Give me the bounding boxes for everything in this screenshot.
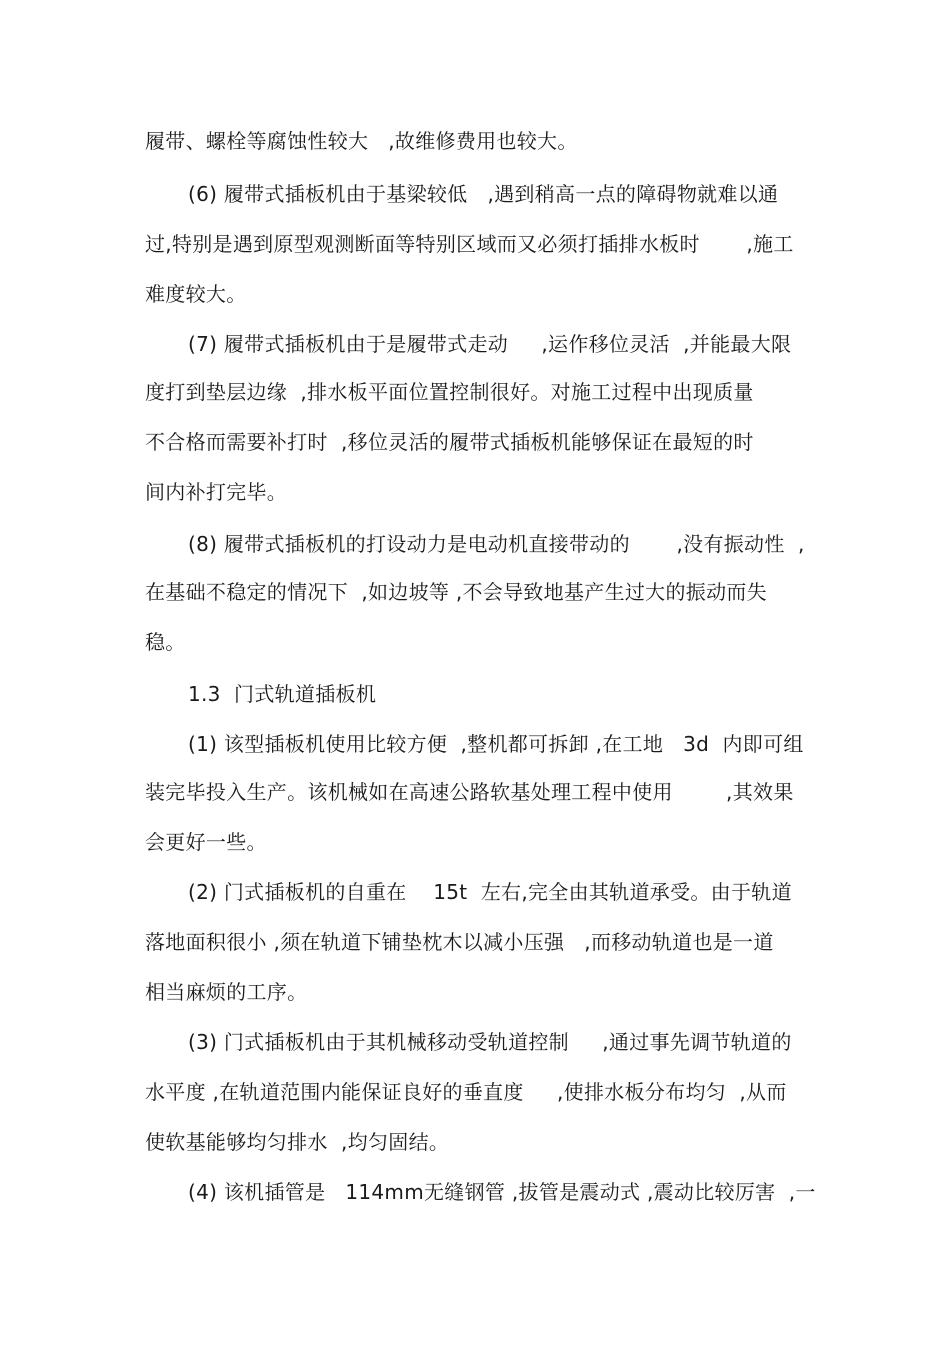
paragraph-2-line: (2) 门式插板机的自重在 15t 左右,完全由其轨道承受。由于轨道 [188, 880, 792, 904]
text-line: 度打到垫层边缘 ,排水板平面位置控制很好。对施工过程中出现质量 [145, 380, 754, 404]
text-line: 使软基能够均匀排水 ,均匀固结。 [145, 1130, 450, 1154]
text-line: 履带、螺栓等腐蚀性较大 ,故维修费用也较大。 [145, 129, 578, 153]
text-line: 装完毕投入生产。该机械如在高速公路软基处理工程中使用 ,其效果 [145, 780, 794, 804]
text-line: 会更好一些。 [145, 830, 267, 854]
text-line: 在基础不稳定的情况下 ,如边坡等 ,不会导致地基产生过大的振动而失 [145, 580, 767, 604]
paragraph-3-line: (3) 门式插板机由于其机械移动受轨道控制 ,通过事先调节轨道的 [188, 1030, 792, 1054]
paragraph-6-line: (6) 履带式插板机由于基梁较低 ,遇到稍高一点的障碍物就难以通 [188, 182, 779, 206]
text-line: 间内补打完毕。 [145, 480, 288, 504]
section-heading: 1.3 门式轨道插板机 [188, 682, 377, 706]
text-line: 落地面积很小 ,须在轨道下铺垫枕木以减小压强 ,而移动轨道也是一道 [145, 930, 774, 954]
text-line: 稳。 [145, 630, 186, 654]
text-line: 过,特别是遇到原型观测断面等特别区域而又必须打插排水板时 ,施工 [145, 232, 794, 256]
paragraph-1-line: (1) 该型插板机使用比较方便 ,整机都可拆卸 ,在工地 3d 内即可组 [188, 732, 804, 756]
text-line: 相当麻烦的工序。 [145, 980, 308, 1004]
text-line: 不合格而需要补打时 ,移位灵活的履带式插板机能够保证在最短的时 [145, 430, 754, 454]
paragraph-7-line: (7) 履带式插板机由于是履带式走动 ,运作移位灵活 ,并能最大限 [188, 332, 792, 356]
text-line: 水平度 ,在轨道范围内能保证良好的垂直度 ,使排水板分布均匀 ,从而 [145, 1080, 787, 1104]
paragraph-4-line: (4) 该机插管是 114mm无缝钢管 ,拔管是震动式 ,震动比较厉害 ,一 [188, 1180, 816, 1204]
paragraph-8-line: (8) 履带式插板机的打设动力是电动机直接带动的 ,没有振动性 , [188, 532, 805, 556]
text-line: 难度较大。 [145, 282, 247, 306]
